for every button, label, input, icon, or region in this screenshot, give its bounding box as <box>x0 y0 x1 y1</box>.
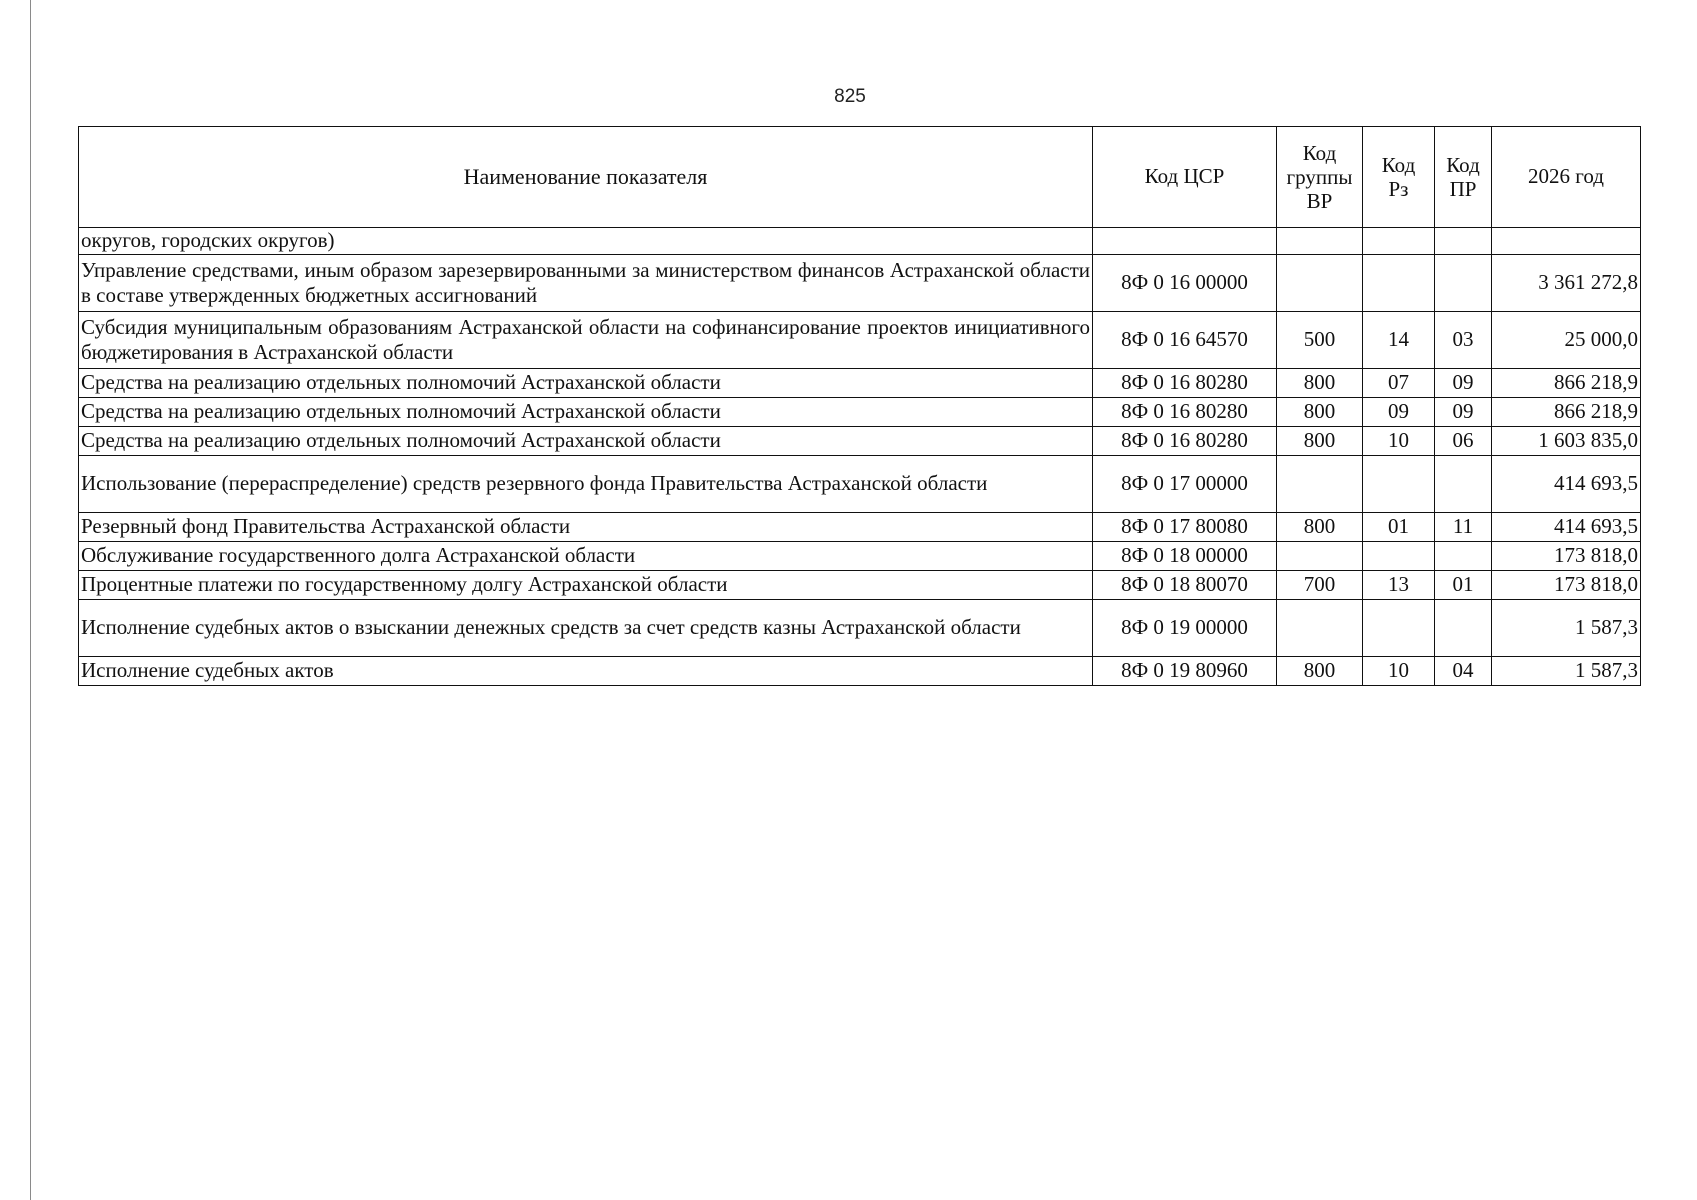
cell-name: округов, городских округов) <box>79 228 1093 255</box>
table-row <box>79 456 1641 513</box>
cell-csr: 8Ф 0 16 80280 <box>1093 427 1277 456</box>
page-edge-line <box>30 0 31 1200</box>
cell-name: Средства на реализацию отдельных полномочий Астраханской области <box>79 369 1093 398</box>
cell-rz <box>1363 456 1435 513</box>
cell-rz: 07 <box>1363 369 1435 398</box>
cell-csr: 8Ф 0 18 80070 <box>1093 571 1277 600</box>
cell-sum: 866 218,9 <box>1492 398 1641 427</box>
header-name: Наименование показателя <box>79 127 1093 228</box>
cell-vr: 800 <box>1277 398 1363 427</box>
cell-sum: 414 693,5 <box>1492 456 1641 513</box>
table-row <box>79 657 1641 686</box>
table-row <box>79 571 1641 600</box>
table-row <box>79 398 1641 427</box>
cell-vr <box>1277 228 1363 255</box>
cell-rz: 14 <box>1363 312 1435 369</box>
cell-name: Средства на реализацию отдельных полномочий Астраханской области <box>79 427 1093 456</box>
cell-csr: 8Ф 0 16 80280 <box>1093 398 1277 427</box>
cell-rz: 01 <box>1363 513 1435 542</box>
cell-pr <box>1435 542 1492 571</box>
cell-vr <box>1277 255 1363 312</box>
cell-vr: 800 <box>1277 513 1363 542</box>
cell-name: Исполнение судебных актов о взыскании денежных средств за счет средств казны Астраханской области <box>79 600 1093 657</box>
cell-csr: 8Ф 0 17 80080 <box>1093 513 1277 542</box>
header-rz-line1: Код <box>1381 152 1416 177</box>
cell-vr: 500 <box>1277 312 1363 369</box>
cell-pr: 01 <box>1435 571 1492 600</box>
cell-rz: 10 <box>1363 657 1435 686</box>
cell-name: Резервный фонд Правительства Астраханской области <box>79 513 1093 542</box>
cell-pr <box>1435 255 1492 312</box>
cell-vr <box>1277 542 1363 571</box>
table-row <box>79 427 1641 456</box>
header-vr <box>1277 127 1363 228</box>
cell-name: Управление средствами, иным образом зарезервированными за министерством финансов Астраханской области в составе утвержденных бюджетных ассигнований <box>79 255 1093 312</box>
cell-rz <box>1363 228 1435 255</box>
cell-sum: 3 361 272,8 <box>1492 255 1641 312</box>
header-year: 2026 год <box>1492 127 1641 228</box>
cell-name: Средства на реализацию отдельных полномочий Астраханской области <box>79 398 1093 427</box>
cell-sum: 866 218,9 <box>1492 369 1641 398</box>
cell-pr <box>1435 228 1492 255</box>
cell-pr: 09 <box>1435 398 1492 427</box>
header-pr-line1: Код <box>1446 152 1480 177</box>
header-csr: Код ЦСР <box>1093 127 1277 228</box>
cell-rz: 09 <box>1363 398 1435 427</box>
cell-rz: 13 <box>1363 571 1435 600</box>
header-pr <box>1435 127 1492 228</box>
table-row <box>79 312 1641 369</box>
cell-name: Субсидия муниципальным образованиям Астраханской области на софинансирование проектов инициативного бюджетирования в Астраханской области <box>79 312 1093 369</box>
cell-csr: 8Ф 0 16 64570 <box>1093 312 1277 369</box>
header-rz <box>1363 127 1435 228</box>
cell-pr: 09 <box>1435 369 1492 398</box>
cell-vr: 800 <box>1277 427 1363 456</box>
cell-name: Обслуживание государственного долга Астраханской области <box>79 542 1093 571</box>
cell-csr: 8Ф 0 17 00000 <box>1093 456 1277 513</box>
header-pr-line2: ПР <box>1449 177 1477 201</box>
cell-pr: 04 <box>1435 657 1492 686</box>
cell-sum <box>1492 228 1641 255</box>
cell-csr: 8Ф 0 18 00000 <box>1093 542 1277 571</box>
table-header-row <box>79 127 1641 228</box>
cell-pr: 03 <box>1435 312 1492 369</box>
cell-csr: 8Ф 0 16 00000 <box>1093 255 1277 312</box>
cell-vr <box>1277 456 1363 513</box>
header-vr-line3: ВР <box>1306 189 1333 214</box>
cell-sum: 1 587,3 <box>1492 600 1641 657</box>
cell-rz <box>1363 600 1435 657</box>
table-row <box>79 228 1641 255</box>
budget-table <box>78 126 1641 686</box>
cell-sum: 173 818,0 <box>1492 542 1641 571</box>
cell-vr: 800 <box>1277 657 1363 686</box>
cell-csr: 8Ф 0 19 80960 <box>1093 657 1277 686</box>
cell-sum: 25 000,0 <box>1492 312 1641 369</box>
cell-sum: 173 818,0 <box>1492 571 1641 600</box>
cell-name: Исполнение судебных актов <box>79 657 1093 686</box>
cell-sum: 1 603 835,0 <box>1492 427 1641 456</box>
cell-rz: 10 <box>1363 427 1435 456</box>
cell-sum: 1 587,3 <box>1492 657 1641 686</box>
cell-name: Использование (перераспределение) средств резервного фонда Правительства Астраханской области <box>79 456 1093 513</box>
page-number: 825 <box>834 86 866 107</box>
table-row <box>79 513 1641 542</box>
cell-vr: 700 <box>1277 571 1363 600</box>
table-row <box>79 255 1641 312</box>
cell-sum: 414 693,5 <box>1492 513 1641 542</box>
header-rz-line2: Рз <box>1388 177 1409 201</box>
cell-pr: 11 <box>1435 513 1492 542</box>
cell-name: Процентные платежи по государственному долгу Астраханской области <box>79 571 1093 600</box>
cell-vr: 800 <box>1277 369 1363 398</box>
table-row <box>79 542 1641 571</box>
table-row <box>79 600 1641 657</box>
header-vr-line2: группы <box>1286 164 1353 189</box>
cell-pr <box>1435 456 1492 513</box>
cell-csr: 8Ф 0 16 80280 <box>1093 369 1277 398</box>
cell-rz <box>1363 542 1435 571</box>
cell-pr <box>1435 600 1492 657</box>
cell-csr <box>1093 228 1277 255</box>
header-vr-line1: Код <box>1302 140 1337 165</box>
cell-rz <box>1363 255 1435 312</box>
cell-csr: 8Ф 0 19 00000 <box>1093 600 1277 657</box>
cell-vr <box>1277 600 1363 657</box>
cell-pr: 06 <box>1435 427 1492 456</box>
table-row <box>79 369 1641 398</box>
